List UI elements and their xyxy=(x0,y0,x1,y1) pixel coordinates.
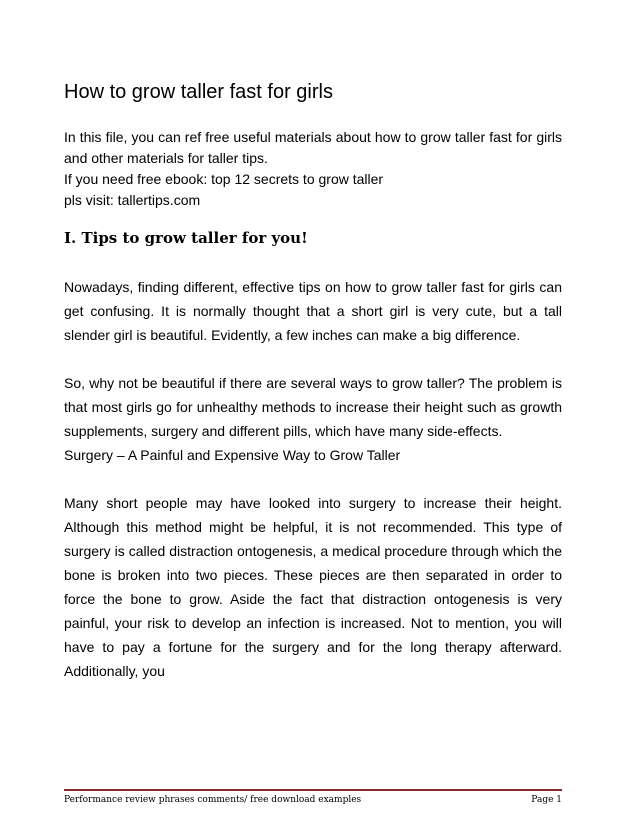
page-content xyxy=(64,78,562,683)
paragraph-3: Many short people may have looked into surgery to increase their height. Although this method might be helpful, it is not recommended. This type of surgery is called distraction ontogenesis, a medical procedure through which the bone is broken into two pieces. These pieces are then separated in order to force the bone to grow. Aside the fact that distraction ontogenesis is very painful, your risk to develop an infection is increased. Not to mention, you will have to pay a fortune for the surgery and for the long therapy afterward. Additionally, you xyxy=(64,495,562,679)
page-footer xyxy=(64,789,562,805)
intro-line-1: In this file, you can ref free useful materials about how to grow taller fast for girls and other materials for taller tips. xyxy=(64,129,562,166)
surgery-subheading: Surgery – A Painful and Expensive Way to Grow Taller xyxy=(64,447,401,463)
footer-title: Performance review phrases comments/ free download examples xyxy=(64,795,362,805)
intro-block xyxy=(64,127,562,211)
paragraph-spacer xyxy=(64,467,562,491)
document-title: How to grow taller fast for girls xyxy=(64,81,333,103)
paragraph-1: Nowadays, finding different, effective tips on how to grow taller fast for girls can get confusing. It is normally thought that a short girl is very cute, but a tall slender girl is beautiful. Evidently, a few inches can make a big difference. xyxy=(64,279,562,343)
paragraph-2: So, why not be beautiful if there are several ways to grow taller? The problem is that most girls go for unhealthy methods to increase their height such as growth supplements, surgery and different pills, which have many side-effects. xyxy=(64,375,562,439)
section-heading: I. Tips to grow taller for you! xyxy=(64,229,308,247)
intro-line-3: pls visit: tallertips.com xyxy=(64,192,201,208)
intro-line-2: If you need free ebook: top 12 secrets to grow taller xyxy=(64,171,384,187)
paragraph-spacer xyxy=(64,347,562,371)
page-number: Page 1 xyxy=(531,795,562,805)
